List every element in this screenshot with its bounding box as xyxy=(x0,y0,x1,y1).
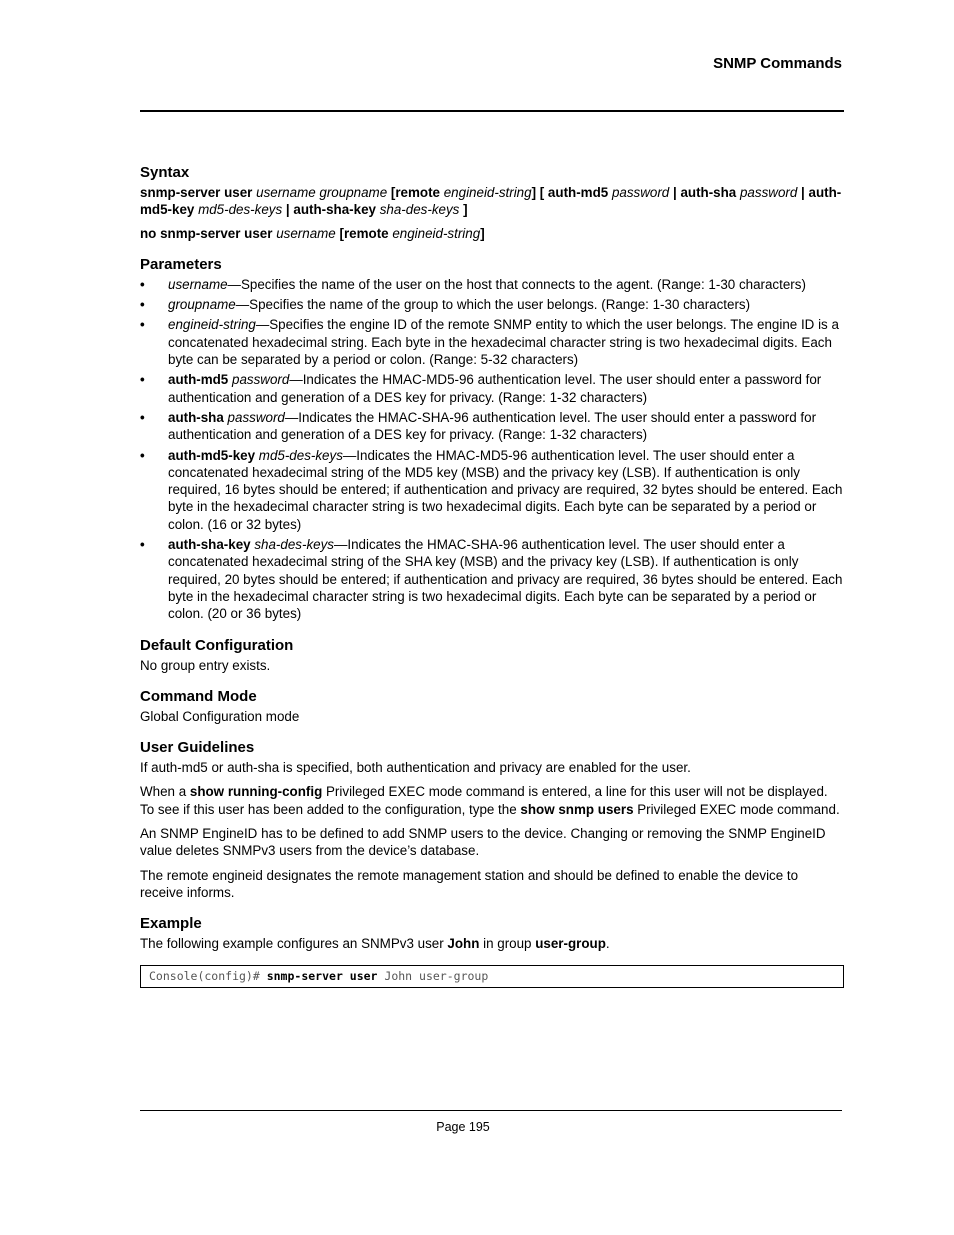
param-name: password xyxy=(227,409,285,425)
command-mode-section xyxy=(140,688,844,725)
syntax-keyword: [remote xyxy=(339,225,389,241)
syntax-arg: password xyxy=(611,185,670,200)
list-item xyxy=(140,536,844,622)
param-name: sha-des-keys xyxy=(254,537,334,553)
list-item xyxy=(140,296,844,313)
syntax-command: snmp-server user xyxy=(140,185,253,200)
guideline-text: Privileged EXEC mode command is entered, a line for this user will not be displayed. To see if this user has been added to the configuration, type the xyxy=(140,784,828,817)
guideline-text: Privileged EXEC mode command. xyxy=(633,801,840,817)
example-text: in group xyxy=(479,936,536,952)
syntax-line-2 xyxy=(140,225,844,242)
list-item xyxy=(140,409,844,444)
parameters-section xyxy=(140,256,844,623)
user-guidelines-section xyxy=(140,739,844,901)
code-example-box xyxy=(140,965,844,988)
param-keyword: auth-sha xyxy=(168,409,224,425)
code-command: snmp-server user xyxy=(266,968,378,983)
example-section xyxy=(140,915,844,987)
guideline-text: When a xyxy=(140,784,190,800)
param-description: —Indicates the HMAC-SHA-96 authentication level. The user should enter a password for authentication and generation of a DES key for privacy. (Range: 1-32 characters) xyxy=(168,409,817,443)
default-config-text: No group entry exists. xyxy=(140,657,271,673)
syntax-line-1 xyxy=(140,184,844,219)
bullet-icon: • xyxy=(140,317,145,333)
guideline-command: show running-config xyxy=(189,784,323,800)
syntax-arg: password xyxy=(739,185,798,200)
param-description: —Indicates the HMAC-MD5-96 authentication level. The user should enter a password for authentication and generation of a DES key for privacy. (Range: 1-32 characters) xyxy=(168,372,822,405)
syntax-keyword: [remote xyxy=(390,185,440,200)
bullet-icon: • xyxy=(140,447,145,463)
example-group: user-group xyxy=(535,936,606,952)
syntax-keyword: | auth-sha xyxy=(672,185,737,200)
example-text: The following example configures an SNMPv3 user xyxy=(140,936,448,952)
param-name: groupname xyxy=(168,297,236,313)
param-keyword: auth-md5 xyxy=(168,372,229,388)
syntax-keyword: ] [ auth-md5 xyxy=(531,185,609,200)
param-name: md5-des-keys xyxy=(258,447,343,463)
page-header-title: SNMP Commands xyxy=(713,55,842,72)
param-name: username xyxy=(168,276,228,292)
parameters-list xyxy=(140,276,844,623)
syntax-arg: engineid-string xyxy=(443,185,532,200)
param-description: —Specifies the name of the group to which the user belongs. (Range: 1-30 characters) xyxy=(235,297,751,313)
syntax-keyword: ] xyxy=(480,225,485,241)
bullet-icon: • xyxy=(140,409,145,425)
example-heading: Example xyxy=(140,915,202,933)
code-arguments: John user-group xyxy=(377,968,489,983)
default-config-heading: Default Configuration xyxy=(140,636,294,654)
document-body xyxy=(140,164,844,1002)
footer-divider xyxy=(140,1110,842,1111)
syntax-section xyxy=(140,164,844,242)
guideline-command: show snmp users xyxy=(520,801,634,817)
bullet-icon: • xyxy=(140,276,145,292)
command-mode-text: Global Configuration mode xyxy=(140,708,300,724)
guideline-paragraph-1: If auth-md5 or auth-sha is specified, both authentication and privacy are enabled for the user. xyxy=(140,760,691,776)
bullet-icon: • xyxy=(140,297,145,313)
param-keyword: auth-sha-key xyxy=(168,537,251,553)
example-text: . xyxy=(605,936,610,952)
list-item xyxy=(140,316,844,368)
param-keyword: auth-md5-key xyxy=(168,447,256,463)
param-description: —Specifies the name of the user on the host that connects to the agent. (Range: 1-30 characters) xyxy=(227,276,806,292)
guideline-paragraph-4: The remote engineid designates the remote management station and should be defined to enable the device to receive informs. xyxy=(140,867,799,900)
bullet-icon: • xyxy=(140,372,145,388)
syntax-arg: username groupname xyxy=(256,185,388,200)
guideline-paragraph-2 xyxy=(140,783,844,818)
list-item xyxy=(140,371,844,406)
syntax-command: no snmp-server user xyxy=(140,225,273,241)
example-description xyxy=(140,935,844,952)
syntax-arg: username xyxy=(276,225,336,241)
example-user: John xyxy=(447,936,480,952)
param-description: —Indicates the HMAC-MD5-96 authentication level. The user should enter a concatenated hexadecimal string of the MD5 key (MSB) and the privacy key (LSB). If authentication is only required, 16 bytes should be entered; if authentication and privacy are required, 32 bytes should be entered. Each byte in the hexadecimal character string is two hexadecimal digits. Each byte can be separated by a period or colon. (16 or 32 bytes) xyxy=(168,447,843,532)
param-name: engineid-string xyxy=(168,317,256,333)
syntax-keyword: ] xyxy=(463,202,468,218)
param-description: —Indicates the HMAC-SHA-96 authentication level. The user should enter a concatenated hexadecimal string of the SHA key (MSB) and the privacy key (LSB). If authentication is only required, 20 bytes should be entered; if authentication and privacy are required, 36 bytes should be entered. Each byte in the hexadecimal character string is two hexadecimal digits. Each byte can be separated by a period or colon. (20 or 36 bytes) xyxy=(168,537,843,622)
bullet-icon: • xyxy=(140,537,145,553)
syntax-arg: sha-des-keys xyxy=(379,202,460,218)
page-number: Page 195 xyxy=(436,1120,490,1134)
syntax-heading: Syntax xyxy=(140,164,190,181)
syntax-arg: engineid-string xyxy=(392,225,481,241)
param-name: password xyxy=(232,372,290,388)
code-prompt: Console(config)# xyxy=(149,968,267,983)
user-guidelines-heading: User Guidelines xyxy=(140,739,255,757)
list-item xyxy=(140,276,844,293)
default-config-section xyxy=(140,637,844,674)
param-description: —Specifies the engine ID of the remote SNMP entity to which the user belongs. The engine ID is a concatenated hexadecimal string. Each byte in the hexadecimal character string is two hexadecimal digits. Each byte can be separated by a period or colon. (Range: 5-32 characters) xyxy=(168,317,839,368)
header-divider xyxy=(140,110,844,112)
guideline-paragraph-3: An SNMP EngineID has to be defined to add SNMP users to the device. Changing or removing the SNMP EngineID value deletes SNMPv3 users from the device’s database. xyxy=(140,826,826,859)
syntax-keyword: | auth-sha-key xyxy=(285,202,376,218)
parameters-heading: Parameters xyxy=(140,255,222,273)
syntax-keyword: | auth-md5-key xyxy=(140,185,842,218)
command-mode-heading: Command Mode xyxy=(140,687,257,705)
syntax-arg: md5-des-keys xyxy=(198,202,283,218)
list-item xyxy=(140,447,844,533)
